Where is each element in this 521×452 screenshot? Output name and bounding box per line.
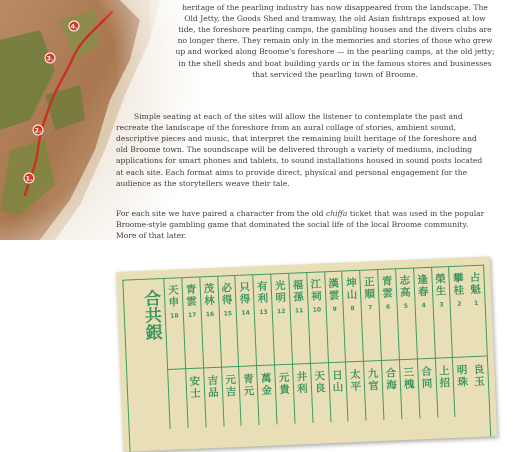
ticket-character: 只 得 [239, 281, 251, 306]
ticket-character: 太 平 [349, 368, 362, 394]
ticket-character: 天 申 [167, 284, 180, 309]
ticket-character: 攀 桂 [452, 272, 465, 297]
ticket-character: 江 祠 [310, 278, 322, 303]
ticket-character: 良 玉 [473, 363, 485, 389]
ticket-character: 天 良 [314, 370, 326, 395]
ticket-number: 15 [223, 310, 233, 318]
chiffa-paragraph: For each site we have paired a character from the old chiffa ticket that was used in the popular Broome-style gambling game that dominated the social life of the local Broome community. More of that later. [116, 208, 485, 240]
ticket-title: 合共銀 [139, 289, 162, 341]
ticket-character: 福 孫 [292, 279, 305, 304]
ticket-character: 三 槐 [403, 366, 415, 392]
ticket-character: 必 得 [221, 282, 233, 307]
ticket-number: 9 [332, 305, 337, 313]
ticket-character: 九 官 [367, 368, 380, 393]
ticket-character: 逢 春 [417, 273, 429, 299]
ticket-number: 18 [170, 312, 179, 320]
ticket-character: 吉 品 [207, 374, 219, 400]
ticket-character: 日 山 [331, 369, 344, 395]
ticket-character: 明 珠 [456, 364, 469, 389]
ticket-number: 12 [276, 307, 286, 316]
ticket-character: 合 同 [421, 365, 433, 391]
ticket-number: 16 [205, 310, 215, 319]
ticket-character: 安 士 [189, 375, 201, 400]
ticket-number: 10 [312, 306, 322, 314]
ticket-border [122, 265, 491, 452]
ticket-number: 1 [473, 299, 479, 308]
ticket-number: 17 [187, 311, 197, 320]
intro-paragraph: heritage of the pearling industry has now disappeared from the landscape. The Old Jetty, the Goods Shed and tramway, the old Asian fishtraps exposed at low tide, the foreshore pearling camps, the gambling houses and the divers clubs are no longer there. They remain only in the memories and stories of those who grew up and worked along Broome's foreshore — in the pearling camps, at the old jetty; in the shell sheds and boat building yards or in the famous stores and businesses that serviced the pearling town of Broome. [175, 2, 495, 79]
ticket-character: 青 雲 [381, 275, 394, 300]
ticket-character: 光 明 [274, 279, 287, 305]
ticket-character: 漢 雲 [328, 277, 340, 303]
ticket-character: 占 魁 [469, 271, 482, 297]
ticket-number: 3 [439, 301, 444, 309]
ticket-character: 青 元 [242, 373, 255, 398]
ticket-grid [163, 266, 489, 429]
ticket-character: 坤 山 [345, 276, 358, 302]
ticket-character: 元 吉 [225, 374, 237, 399]
ticket-character: 上 招 [438, 365, 451, 390]
ticket-character: 有 利 [256, 280, 269, 306]
ticket-character: 志 高 [399, 274, 411, 300]
ticket-number: 5 [403, 302, 409, 310]
ticket-character: 茂 林 [203, 282, 215, 308]
ticket-character: 合 海 [385, 367, 397, 392]
ticket-number: 11 [294, 307, 304, 315]
ticket-number: 8 [350, 305, 355, 313]
ticket-character: 榮 生 [435, 273, 447, 298]
ticket-number: 13 [259, 308, 268, 317]
ticket-number: 6 [385, 303, 391, 311]
ticket-character: 井 利 [296, 371, 308, 396]
ticket-number: 4 [421, 302, 427, 310]
ticket-number: 14 [241, 309, 250, 317]
ticket-character: 青 雲 [185, 283, 198, 309]
chiffa-ticket-image [116, 256, 497, 452]
ticket-character: 元 貴 [278, 371, 291, 397]
soundscape-paragraph [116, 111, 486, 189]
chiffa-word: chiffa [325, 208, 348, 218]
ticket-character: 萬 金 [260, 372, 273, 398]
soundscape-paragraph-text: Simple seating at each of the sites will allow the listener to contemplate the past and recreate the landscape of the foreshore from an aural collage of stories, ambient sound, descriptive pieces and music, that interpret the remaining built heritage of the foreshore and old Broome town. The soundscape will be delivered through a variety of mediums, including applications for smart phones and tablets, to sound installations housed in sound posts located at each site. Each format aims to provide direct, physical and personal engagement for the audience as the storytellers weave their tale. [116, 111, 483, 188]
ticket-number: 7 [368, 304, 373, 312]
ticket-number: 2 [457, 300, 462, 308]
ticket-character: 正 順 [363, 276, 376, 301]
